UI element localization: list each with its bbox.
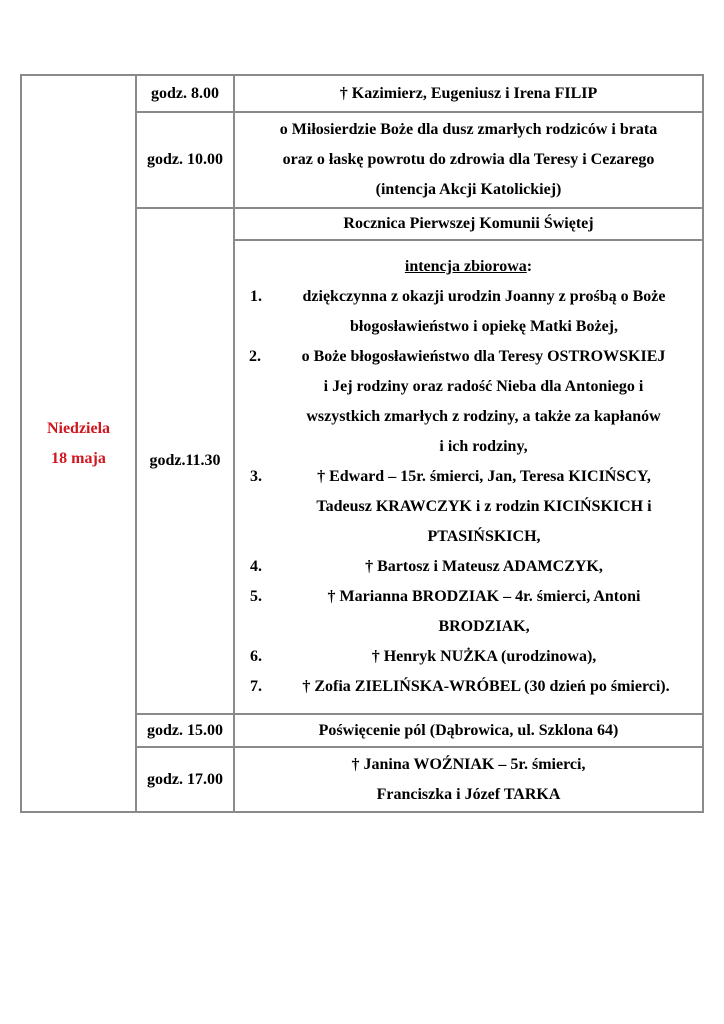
intention-cell xyxy=(234,747,703,812)
day-cell xyxy=(21,75,136,812)
hour-cell: godz.11.30 xyxy=(136,208,234,714)
hour-cell: godz. 15.00 xyxy=(136,714,234,747)
item-line: Tadeusz KRAWCZYK i z rodzin KICIŃSKICH i xyxy=(316,498,652,515)
item-line: i Jej rodziny oraz radość Nieba dla Antoniego i xyxy=(323,378,644,395)
item-number: 6. xyxy=(250,648,262,665)
item-line: † Marianna BRODZIAK – 4r. śmierci, Antoni xyxy=(327,588,641,605)
intention-cell xyxy=(234,714,703,747)
item-number: 3. xyxy=(250,468,262,485)
intention-line: † Janina WOŹNIAK – 5r. śmierci, xyxy=(351,755,586,773)
table-row xyxy=(21,75,703,112)
intention-line: † Kazimierz, Eugeniusz i Irena FILIP xyxy=(339,84,598,102)
occasion-heading-cell xyxy=(234,208,703,240)
hour-cell: godz. 10.00 xyxy=(136,112,234,208)
list-item xyxy=(235,282,702,342)
collective-label: intencja zbiorowa: xyxy=(404,258,533,275)
item-line: dziękczynna z okazji urodzin Joanny z prośbą o Boże xyxy=(302,288,666,305)
item-line: o Boże błogosławieństwo dla Teresy OSTROWSKIEJ xyxy=(301,348,666,365)
item-line: † Zofia ZIELIŃSKA-WRÓBEL (30 dzień po śmierci). xyxy=(298,678,670,695)
list-item xyxy=(235,342,702,462)
collective-intention-cell xyxy=(234,240,703,714)
list-item xyxy=(235,582,702,642)
item-line: BRODZIAK, xyxy=(438,618,530,635)
list-item xyxy=(235,462,702,552)
list-item xyxy=(235,642,702,672)
mass-schedule-table xyxy=(20,74,704,813)
item-line: wszystkich zmarłych z rodziny, a także za kapłanów xyxy=(306,408,661,425)
item-line: błogosławieństwo i opiekę Matki Bożej, xyxy=(350,318,618,335)
item-line: † Bartosz i Mateusz ADAMCZYK, xyxy=(365,558,603,575)
hour-cell: godz. 8.00 xyxy=(136,75,234,112)
item-line: † Henryk NUŻKA (urodzinowa), xyxy=(371,648,597,665)
item-line: † Edward – 15r. śmierci, Jan, Teresa KICIŃSCY, xyxy=(317,468,651,485)
intention-line: o Miłosierdzie Boże dla dusz zmarłych rodziców i brata xyxy=(279,121,658,138)
list-item xyxy=(235,672,702,702)
item-line: PTASIŃSKICH, xyxy=(427,528,541,545)
list-item xyxy=(235,552,702,582)
intention-cell xyxy=(234,75,703,112)
item-number: 2. xyxy=(249,348,261,365)
intention-line: (intencja Akcji Katolickiej) xyxy=(375,181,562,198)
item-number: 1. xyxy=(250,288,262,305)
item-line: i ich rodziny, xyxy=(439,438,528,455)
day-date: 18 maja xyxy=(51,449,106,467)
hour-cell: godz. 17.00 xyxy=(136,747,234,812)
day-name: Niedziela xyxy=(46,419,111,437)
item-number: 7. xyxy=(250,678,262,695)
item-number: 5. xyxy=(250,588,262,605)
item-number: 4. xyxy=(250,558,262,575)
intention-line: oraz o łaskę powrotu do zdrowia dla Teresy i Cezarego xyxy=(282,151,655,168)
occasion-heading: Rocznica Pierwszej Komunii Świętej xyxy=(343,215,594,232)
intention-line: Franciszka i Józef TARKA xyxy=(376,785,561,803)
intention-cell xyxy=(234,112,703,208)
intention-line: Poświęcenie pól (Dąbrowica, ul. Szklona 64) xyxy=(318,721,619,739)
